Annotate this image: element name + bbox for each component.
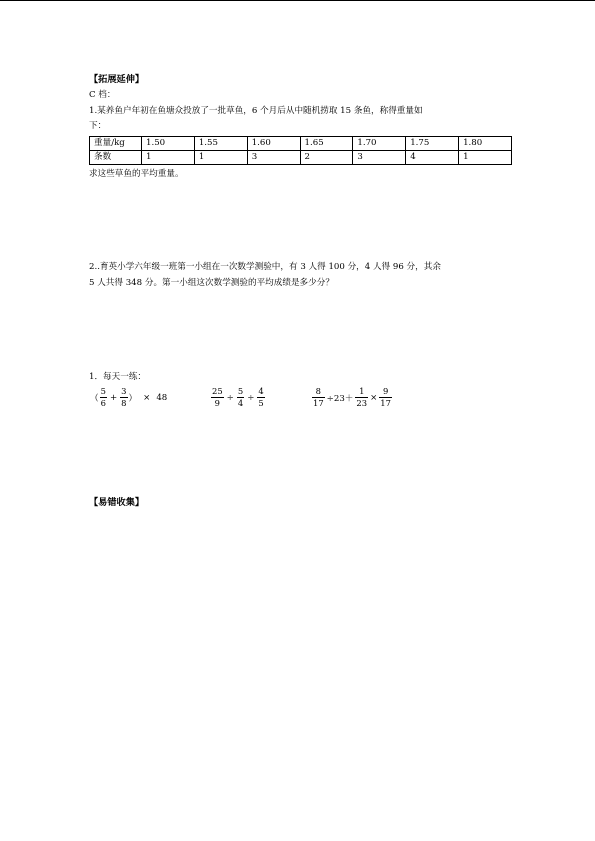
problem1-question: 求这些草鱼的平均重量。 <box>89 169 184 179</box>
fraction: $\frac{25}{9}$ <box>212 386 223 408</box>
fraction: $\frac{5}{6}$ <box>100 386 106 408</box>
close-paren: ） <box>128 393 138 404</box>
open-paren: （ <box>90 393 99 404</box>
table-row-weight <box>90 137 512 151</box>
table-cell: 3 <box>247 151 300 165</box>
table-header-cell-count: 条数 <box>90 151 142 165</box>
times-sign: × <box>143 392 151 403</box>
fraction: $\frac{3}{8}$ <box>121 386 127 408</box>
table-cell: 1 <box>194 151 247 165</box>
expression-1 <box>90 386 167 409</box>
table-row-count <box>90 151 512 165</box>
plus-sign: + <box>109 392 118 403</box>
fraction: $\frac{9}{17}$ <box>380 386 391 408</box>
divide-sign: ÷ <box>226 392 234 403</box>
table-header-cell-weight: 重量/kg <box>90 137 142 151</box>
table-cell: 1 <box>459 151 512 165</box>
expression-2 <box>210 386 266 409</box>
table-cell: 1.75 <box>406 137 459 151</box>
table-cell: 2 <box>300 151 353 165</box>
problem1-text-line2: 下： <box>89 121 107 131</box>
divide-sign: ÷ <box>247 392 255 403</box>
table-cell: 3 <box>353 151 406 165</box>
level-label: C 档： <box>89 90 116 100</box>
table-cell: 1.50 <box>142 137 195 151</box>
divide-plus-term: ÷23＋ <box>326 393 354 404</box>
expression-3 <box>311 386 393 409</box>
weight-count-table <box>89 136 512 165</box>
fraction: $\frac{5}{4}$ <box>237 386 244 408</box>
top-border-line <box>0 0 595 1</box>
table-cell: 1 <box>142 151 195 165</box>
table-cell: 1.65 <box>300 137 353 151</box>
factor: 48 <box>156 392 168 403</box>
fraction: $\frac{1}{23}$ <box>356 386 368 408</box>
times-sign: × <box>370 392 378 403</box>
fraction: $\frac{8}{17}$ <box>313 386 324 408</box>
section-heading-extension: 【拓展延伸】 <box>89 74 145 85</box>
table-cell: 1.70 <box>353 137 406 151</box>
daily-practice-title: 1．每天一练： <box>89 372 147 382</box>
fraction: $\frac{4}{5}$ <box>258 386 264 408</box>
problem2-text-line1: 2..育英小学六年级一班第一小组在一次数学测验中，有 3 人得 100 分，4 人得 96 分，其余 <box>89 262 441 272</box>
section-heading-mistakes: 【易错收集】 <box>89 497 145 508</box>
table-cell: 1.80 <box>459 137 512 151</box>
table-cell: 1.60 <box>247 137 300 151</box>
problem2-text-line2: 5 人共得 348 分。第一小组这次数学测验的平均成绩是多少分？ <box>89 278 334 288</box>
table-cell: 1.55 <box>194 137 247 151</box>
problem1-text-line1: 1.某养鱼户年初在鱼塘众投放了一批草鱼，6 个月后从中随机捞取 15 条鱼，称得重量如 <box>89 106 423 116</box>
table-cell: 4 <box>406 151 459 165</box>
